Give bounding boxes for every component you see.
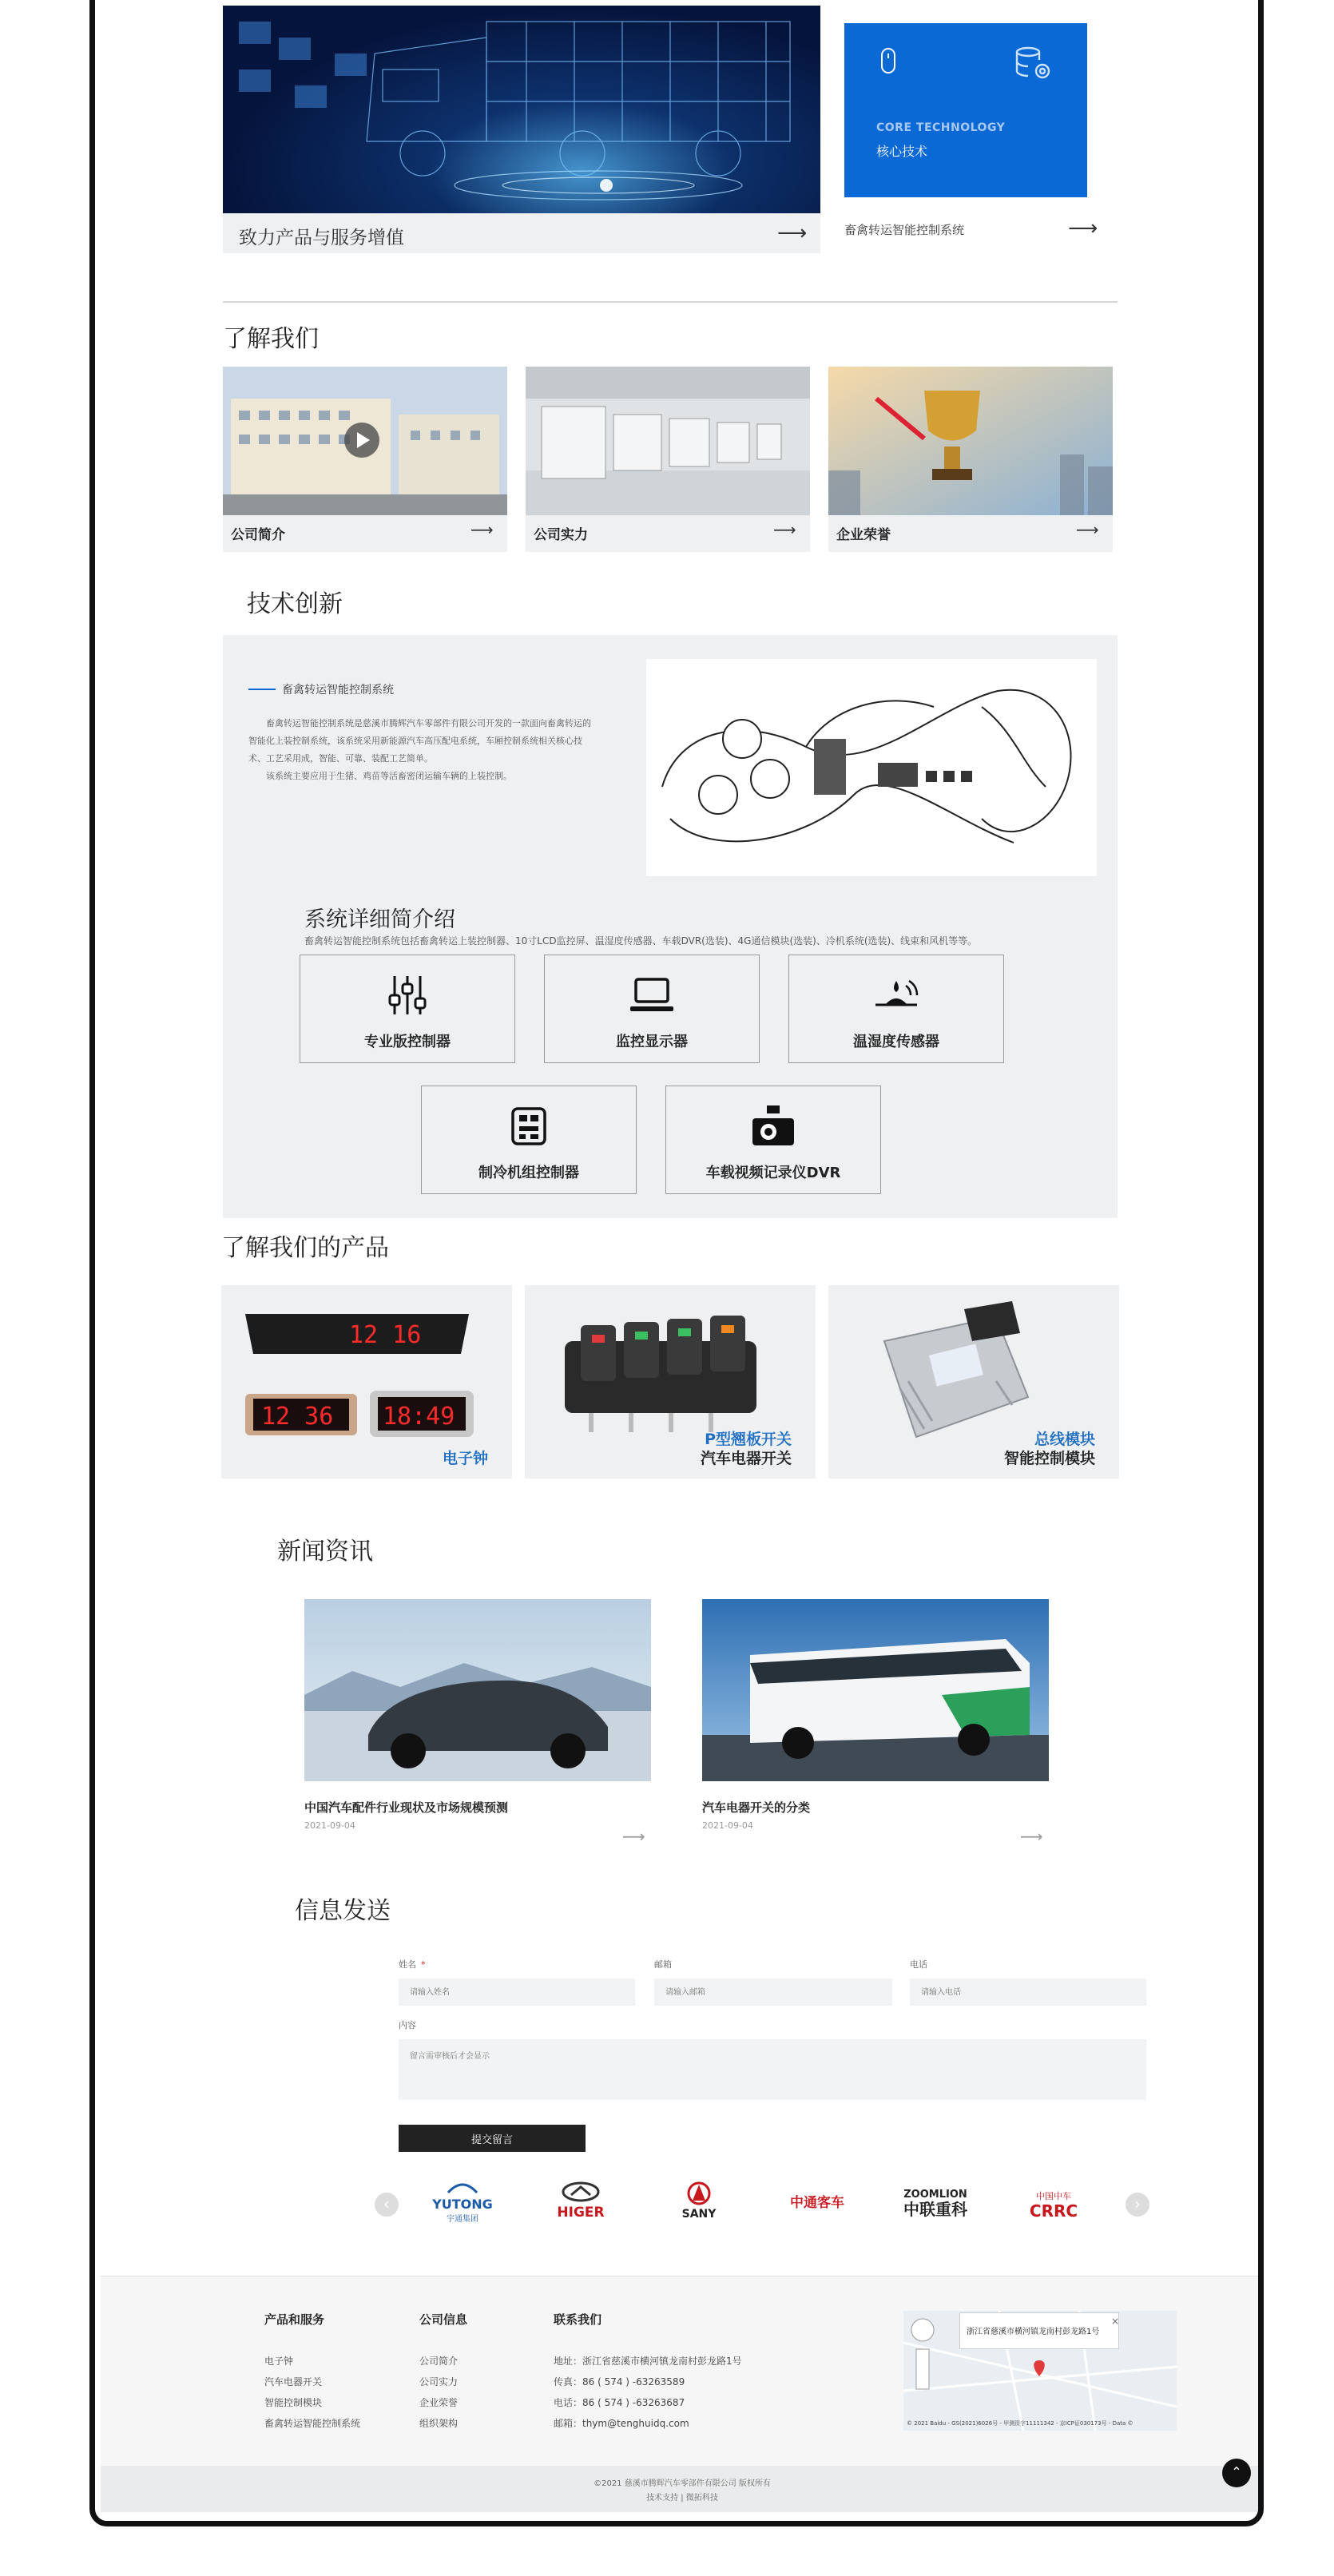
laptop-icon (628, 971, 676, 1019)
partner-logo-crrc[interactable] (1006, 2181, 1102, 2233)
partner-logo-higer[interactable] (533, 2181, 629, 2233)
feature-dvr[interactable] (665, 1086, 881, 1194)
map-compass-icon[interactable] (911, 2319, 934, 2341)
feature-refrigeration[interactable] (421, 1086, 637, 1194)
product-label: 电子钟 (442, 1450, 488, 1467)
wiring-harness-image (646, 659, 1097, 876)
core-technology-card[interactable] (844, 23, 1087, 197)
arrow-right-icon[interactable]: ⟶ (773, 520, 796, 539)
partner-name: ZOOMLION (903, 2189, 967, 2201)
footer-link[interactable]: 公司实力 (419, 2376, 459, 2387)
tech-desc-paragraph: 畜禽转运智能控制系统是慈溪市腾辉汽车零部件有限公司开发的一款面向畜禽转运的智能化上装控制系统，该系统采用新能源汽车高压配电系统，车厢控制系统相关核心技术、工艺采用成，智能、可靠、装配工艺简单。 (248, 718, 591, 764)
carousel-next-button[interactable]: › (1126, 2193, 1149, 2217)
tech-section-title: 技术创新 (247, 590, 343, 618)
close-icon[interactable]: × (1111, 2316, 1120, 2327)
phone-input[interactable] (910, 1979, 1146, 2006)
core-caption[interactable]: 畜禽转运智能控制系统 (844, 223, 965, 237)
trophy-image (828, 367, 1113, 515)
news-bus-image (702, 1599, 1049, 1781)
back-to-top-button[interactable]: ⌃ (1222, 2459, 1251, 2487)
database-gear-icon (1014, 44, 1055, 85)
chip-icon (505, 1102, 553, 1150)
clock-product-image (237, 1306, 477, 1442)
truck-illustration (223, 6, 820, 213)
page-frame (89, 0, 1264, 2526)
partner-logo-zoomlion[interactable] (887, 2181, 983, 2233)
arrow-right-icon[interactable]: ⟶ (1020, 1827, 1043, 1846)
core-title-en: CORE TECHNOLOGY (876, 121, 1006, 134)
sany-emblem-icon (683, 2181, 715, 2205)
factory-floor-image (526, 367, 810, 515)
content-textarea[interactable] (399, 2039, 1146, 2100)
hero-truck-image[interactable] (223, 6, 820, 213)
product-control-module[interactable] (828, 1285, 1119, 1479)
contact-fax: 传真：86 ( 574 ) -63263589 (554, 2376, 685, 2387)
copyright-bar (101, 2466, 1264, 2512)
about-card-strength[interactable] (526, 367, 810, 552)
map-zoom-control[interactable] (916, 2349, 929, 2389)
products-section-title: 了解我们的产品 (221, 1234, 389, 1262)
footer-link[interactable]: 电子钟 (264, 2356, 294, 2367)
feature-label: 监控显示器 (616, 1034, 688, 1050)
about-section-title: 了解我们 (223, 325, 319, 353)
carousel-prev-button[interactable]: ‹ (375, 2193, 399, 2217)
arrow-right-icon[interactable]: ⟶ (470, 520, 494, 539)
system-intro-desc: 畜禽转运智能控制系统包括畜禽转运上装控制器、10寸LCD监控屏、温湿度传感器、车载DVR(选装)、4G通信模块(选装)、冷机系统(选装)、线束和风机等等。 (304, 935, 978, 947)
clock-digits: 12 36 (261, 1403, 334, 1431)
footer-link[interactable]: 企业荣誉 (419, 2397, 459, 2408)
core-title-cn: 核心技术 (876, 144, 928, 159)
footer-link[interactable]: 公司简介 (419, 2356, 459, 2367)
sliders-icon (383, 971, 431, 1019)
tech-support-text[interactable]: 技术支持 | 微拓科技 (646, 2494, 718, 2503)
partner-sub: 中国中车 (1036, 2191, 1071, 2201)
map-tooltip: 浙江省慈溪市横河镇龙南村彭龙路1号 (959, 2312, 1119, 2349)
partner-name: 中通客车 (790, 2195, 844, 2211)
partner-logo-zhongtong[interactable] (769, 2181, 865, 2233)
news-section-title: 新闻资讯 (277, 1538, 373, 1566)
news-title[interactable]: 汽车电器开关的分类 (702, 1800, 811, 1815)
switch-product-image (557, 1309, 764, 1437)
arrow-right-icon[interactable]: ⟶ (1068, 216, 1098, 240)
footer-col-title: 产品和服务 (264, 2312, 325, 2327)
news-title[interactable]: 中国汽车配件行业现状及市场规模预测 (304, 1800, 509, 1815)
submit-button[interactable]: 提交留言 (399, 2125, 586, 2152)
tech-panel (223, 635, 1118, 1218)
partner-name: HIGER (557, 2205, 605, 2221)
news-car-image (304, 1599, 651, 1781)
product-label: 智能控制模块 (1003, 1450, 1095, 1467)
feature-label: 车载视频记录仪DVR (705, 1165, 841, 1181)
form-section-title: 信息发送 (295, 1897, 391, 1925)
clock-digits: 12 16 (349, 1321, 422, 1349)
tech-subtitle: 畜禽转运智能控制系统 (282, 684, 394, 697)
product-rocker-switch[interactable] (525, 1285, 816, 1479)
tech-desc-paragraph: 该系统主要应用于生猪、鸡苗等活畜密闭运输车辆的上装控制。 (266, 771, 512, 781)
module-product-image (860, 1301, 1036, 1453)
feature-label: 制冷机组控制器 (478, 1165, 579, 1181)
partner-name: CRRC (1029, 2201, 1078, 2221)
partner-name: YUTONG (432, 2197, 493, 2212)
email-label: 邮箱 (654, 1959, 672, 1970)
content-label: 内容 (399, 2020, 416, 2030)
name-label (399, 1958, 426, 1971)
partner-sub: 宇通集团 (447, 2214, 478, 2224)
partner-logo-sany[interactable] (651, 2181, 747, 2233)
about-card-label: 企业荣誉 (836, 527, 891, 543)
footer-link[interactable]: 组织架构 (419, 2418, 459, 2429)
feature-label: 温湿度传感器 (853, 1034, 939, 1050)
section-divider (223, 301, 1118, 303)
name-label-text: 姓名 (399, 1959, 416, 1970)
required-mark: * (421, 1959, 426, 1970)
hero-caption-bar[interactable] (223, 213, 820, 253)
about-card-label: 公司简介 (231, 527, 285, 543)
name-input[interactable] (399, 1979, 635, 2006)
partner-logo-yutong[interactable] (415, 2181, 510, 2233)
footer-link[interactable]: 智能控制模块 (264, 2397, 323, 2408)
product-clock[interactable] (221, 1285, 512, 1479)
sensor-icon (872, 971, 920, 1019)
news-item[interactable] (304, 1599, 651, 1831)
hero-caption: 致力产品与服务增值 (239, 228, 404, 248)
system-intro-title: 系统详细简介绍 (304, 907, 455, 932)
about-card-label: 公司实力 (534, 527, 588, 543)
contact-email[interactable]: 邮箱：thym@tenghuidq.com (554, 2418, 689, 2429)
about-card-honor[interactable] (828, 367, 1113, 552)
feature-monitor[interactable] (544, 955, 760, 1063)
product-label-sub: 总线模块 (1034, 1431, 1095, 1448)
feature-sensor[interactable] (788, 955, 1004, 1063)
company-building-image (223, 367, 507, 515)
partner-sub: 中联重科 (903, 2200, 967, 2220)
news-date: 2021-09-04 (304, 1820, 355, 1831)
yutong-arc-icon (447, 2181, 478, 2194)
location-map[interactable] (903, 2311, 1177, 2431)
feature-controller[interactable] (300, 955, 515, 1063)
arrow-right-icon[interactable]: ⟶ (622, 1827, 645, 1846)
tech-description (248, 715, 592, 785)
contact-address: 地址：浙江省慈溪市横河镇龙南村彭龙路1号 (554, 2356, 742, 2367)
copyright-text: ©2021 慈溪市腾辉汽车零部件有限公司 版权所有 (594, 2479, 771, 2488)
accent-line (248, 689, 276, 690)
footer-col-title: 公司信息 (419, 2312, 468, 2327)
footer-link[interactable]: 汽车电器开关 (264, 2376, 323, 2387)
product-label: 汽车电器开关 (700, 1450, 792, 1467)
higer-emblem-icon (562, 2181, 600, 2202)
footer-col-title: 联系我们 (554, 2312, 602, 2327)
partner-name: SANY (681, 2208, 717, 2221)
phone-label: 电话 (910, 1959, 927, 1970)
email-input[interactable] (654, 1979, 892, 2006)
news-item[interactable] (702, 1599, 1049, 1831)
product-label-sub: P型翘板开关 (705, 1431, 792, 1448)
arrow-right-icon[interactable]: ⟶ (1076, 520, 1099, 539)
arrow-right-icon[interactable]: ⟶ (777, 221, 808, 245)
mouse-icon (879, 47, 897, 74)
map-credit: © 2021 Baidu - GS(2021)6026号 - 甲测资字11111342 - 京ICP证030173号 - Data © (907, 2420, 1134, 2427)
camera-icon (749, 1102, 797, 1150)
feature-label: 专业版控制器 (364, 1034, 451, 1050)
about-card-company[interactable] (223, 367, 507, 552)
clock-digits: 18:49 (383, 1403, 455, 1431)
contact-phone: 电话：86 ( 574 ) -63263687 (554, 2397, 685, 2408)
footer-link[interactable]: 畜禽转运智能控制系统 (264, 2418, 361, 2429)
news-date: 2021-09-04 (702, 1820, 753, 1831)
